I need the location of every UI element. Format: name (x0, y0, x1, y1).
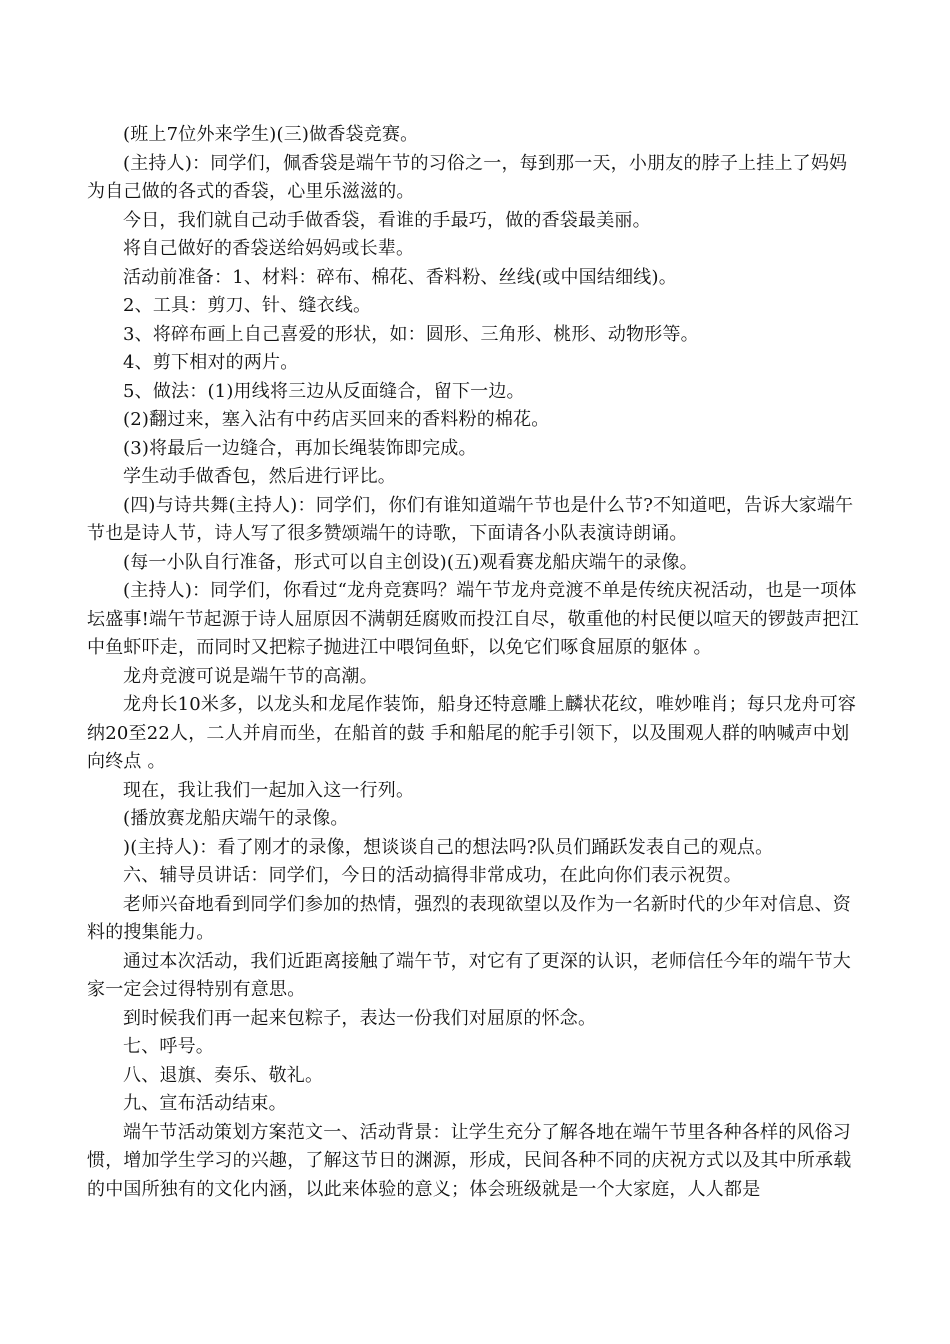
paragraph: 5、做法：(1)用线将三边从反面缝合，留下一边。 (123, 380, 525, 402)
paragraph: (班上7位外来学生)(三)做香袋竞赛。 (123, 124, 419, 145)
paragraph: 学生动手做香包，然后进行评比。 (123, 466, 396, 487)
paragraph: (主持人)：同学们，佩香袋是端午节的习俗之一，每到那一天，小朋友的脖子上挂上了妈妈为自己做的各式的香袋，心里乐滋滋的。 (87, 152, 848, 202)
paragraph: 活动前准备：1、材料：碎布、棉花、香料粉、丝线(或中国结细线)。 (123, 266, 677, 288)
paragraph: 现在，我让我们一起加入这一行列。 (123, 779, 415, 801)
paragraph: (2)翻过来，塞入沾有中药店买回来的香料粉的棉花。 (123, 409, 550, 430)
paragraph: 2、工具：剪刀、针、缝衣线。 (123, 295, 372, 316)
paragraph: 端午节活动策划方案范文一、活动背景：让学生充分了解各地在端午节里各种各样的风俗习惯，增加学生学习的兴趣，了解这节日的渊源，形成，民间各种不同的庆祝方式以及其中所承载的中国所独有的文化内涵，以此来体验的意义；体会班级就是一个大家庭，人人都是 (87, 1121, 852, 1200)
paragraph: 3、将碎布画上自己喜爱的形状，如：圆形、三角形、桃形、动物形等。 (123, 323, 699, 345)
document-body (87, 121, 864, 1204)
paragraph: 八、退旗、奏乐、敬礼。 (123, 1064, 324, 1086)
paragraph: 到时候我们再一起来包粽子，表达一份我们对屈原的怀念。 (123, 1007, 597, 1029)
paragraph: (播放赛龙船庆端午的录像。 (123, 808, 349, 829)
paragraph: )(主持人)：看了刚才的录像，想谈谈自己的想法吗?队员们踊跃发表自己的观点。 (123, 836, 774, 858)
paragraph: 九、宣布活动结束。 (123, 1093, 287, 1114)
paragraph: 通过本次活动，我们近距离接触了端午节，对它有了更深的认识，老师信任今年的端午节大家一定会过得特别有意思。 (87, 950, 851, 1000)
paragraph: 龙舟长10米多，以龙头和龙尾作装饰，船身还特意雕上麟状花纹，唯妙唯肖；每只龙舟可容纳20至22人，二人并肩而坐，在船首的鼓 手和船尾的舵手引领下，以及围观人群的呐喊声中划向终点 。 (87, 694, 857, 772)
paragraph: 七、呼号。 (123, 1036, 214, 1057)
paragraph: (每一小队自行准备，形式可以自主创设)(五)观看赛龙船庆端午的录像。 (123, 551, 698, 573)
paragraph: (3)将最后一边缝合，再加长绳装饰即完成。 (123, 437, 477, 459)
paragraph: (四)与诗共舞(主持人)：同学们，你们有谁知道端午节也是什么节?不知道吧，告诉大家端午节也是诗人节，诗人写了很多赞颂端午的诗歌，下面请各小队表演诗朗诵。 (87, 494, 854, 544)
paragraph: 龙舟竞渡可说是端午节的高潮。 (123, 665, 378, 687)
paragraph: 今日，我们就自己动手做香袋，看谁的手最巧，做的香袋最美丽。 (123, 209, 651, 231)
paragraph: (主持人)：同学们，你看过“龙舟竞赛吗？端午节龙舟竞渡不单是传统庆祝活动，也是一项体坛盛事!端午节起源于诗人屈原因不满朝廷腐败而投江自尽，敬重他的村民便以喧天的锣鼓声把江中鱼虾吓走，而同时又把粽子抛进江中喂饲鱼虾，以免它们啄食屈原的躯体 。 (87, 580, 859, 658)
paragraph: 六、辅导员讲话：同学们，今日的活动搞得非常成功，在此向你们表示祝贺。 (123, 865, 742, 886)
paragraph: 老师兴奋地看到同学们参加的热情，强烈的表现欲望以及作为一名新时代的少年对信息、资料的搜集能力。 (87, 893, 851, 943)
paragraph: 将自己做好的香袋送给妈妈或长辈。 (123, 238, 415, 259)
paragraph: 4、剪下相对的两片。 (123, 352, 299, 373)
